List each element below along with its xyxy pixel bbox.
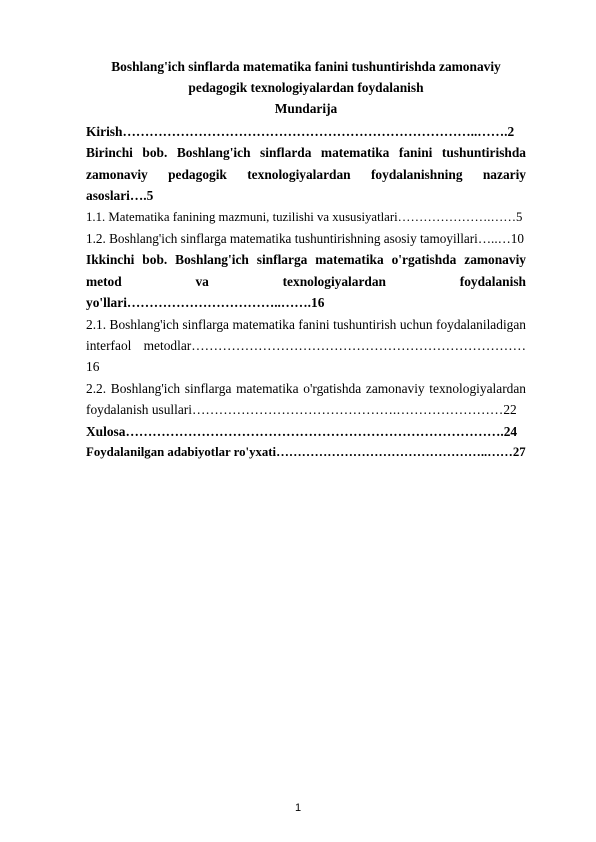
toc-entry-chapter-1[interactable]: Birinchi bob. Boshlang'ich sinflarda matematika fanini tushuntirishda zamonaviy pedagogik texnologiyalardan foydalanishning nazariy asoslari….5 — [86, 145, 526, 204]
toc-entry-1-1[interactable]: 1.1. Matematika fanining mazmuni, tuzilishi va xususiyatlari………………….……5 — [86, 209, 523, 224]
toc-entry-2-2[interactable]: 2.2. Boshlang'ich sinflarga matematika o'rgatishda zamonaviy texnologiyalardan foydalanish usullari……………………………………….……………………22 — [86, 380, 526, 418]
toc-entry-kirish[interactable]: Kirish……………………………………………………………………..…….2 — [86, 124, 515, 139]
toc-entry-xulosa[interactable]: Xulosa………………………………………………………………………….24 — [86, 423, 518, 439]
toc-entry-1-2[interactable]: 1.2. Boshlang'ich sinflarga matematika tushuntirishning asosiy tamoyillari…..…10 — [86, 231, 524, 247]
toc-entry-bibliography[interactable]: Foydalanilgan adabiyotlar ro'yxati…………………………………………..……27 — [86, 445, 526, 460]
toc-entry-2-1[interactable]: 2.1. Boshlang'ich sinflarga matematika fanini tushuntirish uchun foydalaniladigan interfaol metodlar…………………………………………………………………16 — [86, 316, 526, 375]
table-of-contents — [86, 121, 526, 464]
document-title: Boshlang'ich sinflarda matematika fanini tushuntirishda zamonaviy pedagogik texnologiyalardan foydalanish — [111, 59, 501, 95]
toc-heading: Mundarija — [274, 101, 338, 116]
toc-entry-chapter-2[interactable]: Ikkinchi bob. Boshlang'ich sinflarga matematika o'rgatishda zamonaviy metod va texnologiyalardan foydalanish yo'llari……………………………..…….16 — [86, 252, 526, 311]
page-number: 1 — [294, 802, 302, 814]
